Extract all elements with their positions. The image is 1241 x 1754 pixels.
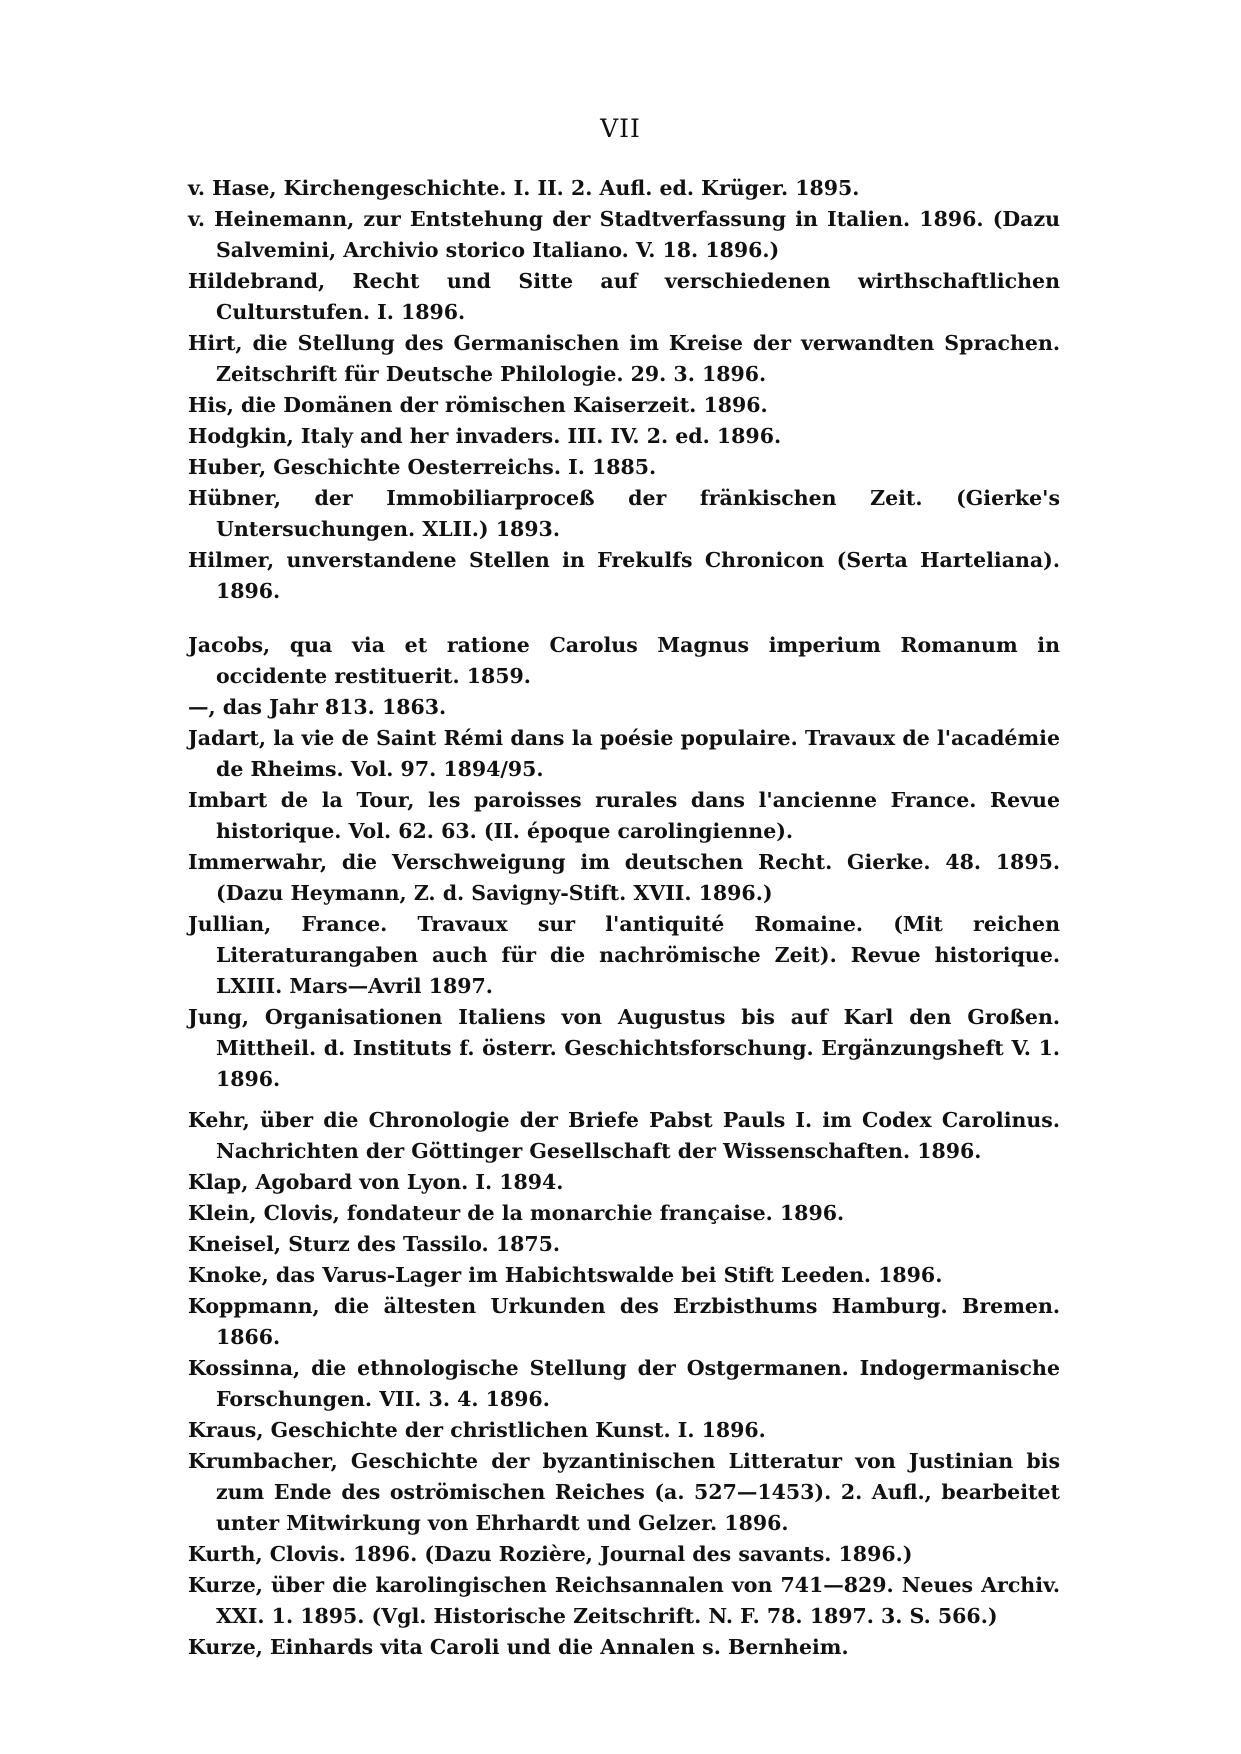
list-item: Jacobs, qua via et ratione Carolus Magnus imperium Romanum in occidente restituerit. 1859. xyxy=(188,633,1060,688)
list-item: Kurth, Clovis. 1896. (Dazu Rozière, Journal des savants. 1896.) xyxy=(188,1542,913,1566)
list-item: Huber, Geschichte Oesterreichs. I. 1885. xyxy=(188,455,657,479)
list-item: Hübner, der Immobiliarproceß der fränkischen Zeit. (Gierke's Untersuchungen. XLII.) 1893. xyxy=(188,486,1060,541)
bibliography-section-k xyxy=(188,1105,1060,1663)
list-item: Kneisel, Sturz des Tassilo. 1875. xyxy=(188,1232,561,1256)
list-item: Knoke, das Varus-Lager im Habichtswalde bei Stift Leeden. 1896. xyxy=(188,1263,943,1287)
list-item: Klein, Clovis, fondateur de la monarchie française. 1896. xyxy=(188,1201,845,1225)
list-item: Hildebrand, Recht und Sitte auf verschiedenen wirthschaftlichen Culturstufen. I. 1896. xyxy=(188,269,1060,324)
bibliography-section-j xyxy=(188,630,1060,1095)
list-item: Immerwahr, die Verschweigung im deutschen Recht. Gierke. 48. 1895. (Dazu Heymann, Z. d. Savigny-Stift. XVII. 1896.) xyxy=(188,850,1060,905)
list-item: v. Heinemann, zur Entstehung der Stadtverfassung in Italien. 1896. (Dazu Salvemini, Archivio storico Italiano. V. 18. 1896.) xyxy=(188,207,1060,262)
list-item: Klap, Agobard von Lyon. I. 1894. xyxy=(188,1170,564,1194)
page-number: VII xyxy=(600,114,641,143)
bibliography-section-h xyxy=(188,173,1060,607)
list-item: Kurze, Einhards vita Caroli und die Annalen s. Bernheim. xyxy=(188,1635,849,1659)
list-item: Koppmann, die ältesten Urkunden des Erzbisthums Hamburg. Bremen. 1866. xyxy=(188,1294,1060,1349)
list-item: Kehr, über die Chronologie der Briefe Pabst Pauls I. im Codex Carolinus. Nachrichten der Göttinger Gesellschaft der Wissenschaften. 1896. xyxy=(188,1108,1060,1163)
list-item: —, das Jahr 813. 1863. xyxy=(188,695,447,719)
list-item: Kossinna, die ethnologische Stellung der Ostgermanen. Indogermanische Forschungen. VII. 3. 4. 1896. xyxy=(188,1356,1060,1411)
list-item: Imbart de la Tour, les paroisses rurales dans l'ancienne France. Revue historique. Vol. 62. 63. (II. époque carolingienne). xyxy=(188,788,1060,843)
list-item: Krumbacher, Geschichte der byzantinischen Litteratur von Justinian bis zum Ende des oströmischen Reiches (a. 527—1453). 2. Aufl., bearbeitet unter Mitwirkung von Ehrhardt und Gelzer. 1896. xyxy=(188,1449,1060,1535)
list-item: v. Hase, Kirchengeschichte. I. II. 2. Aufl. ed. Krüger. 1895. xyxy=(188,176,860,200)
list-item: Jullian, France. Travaux sur l'antiquité Romaine. (Mit reichen Literaturangaben auch für die nachrömische Zeit). Revue historique. LXIII. Mars—Avril 1897. xyxy=(188,912,1060,998)
list-item: Kraus, Geschichte der christlichen Kunst. I. 1896. xyxy=(188,1418,766,1442)
list-item: Hirt, die Stellung des Germanischen im Kreise der verwandten Sprachen. Zeitschrift für Deutsche Philologie. 29. 3. 1896. xyxy=(188,331,1060,386)
list-item: Hodgkin, Italy and her invaders. III. IV. 2. ed. 1896. xyxy=(188,424,782,448)
list-item: His, die Domänen der römischen Kaiserzeit. 1896. xyxy=(188,393,768,417)
list-item: Hilmer, unverstandene Stellen in Frekulfs Chronicon (Serta Harteliana). 1896. xyxy=(188,548,1060,603)
list-item: Jung, Organisationen Italiens von Augustus bis auf Karl den Großen. Mittheil. d. Instituts f. österr. Geschichtsforschung. Ergänzungsheft V. 1. 1896. xyxy=(188,1005,1060,1091)
list-item: Jadart, la vie de Saint Rémi dans la poésie populaire. Travaux de l'académie de Rheims. Vol. 97. 1894/95. xyxy=(188,726,1060,781)
list-item: Kurze, über die karolingischen Reichsannalen von 741—829. Neues Archiv. XXI. 1. 1895. (Vgl. Historische Zeitschrift. N. F. 78. 1897. 3. S. 566.) xyxy=(188,1573,1060,1628)
